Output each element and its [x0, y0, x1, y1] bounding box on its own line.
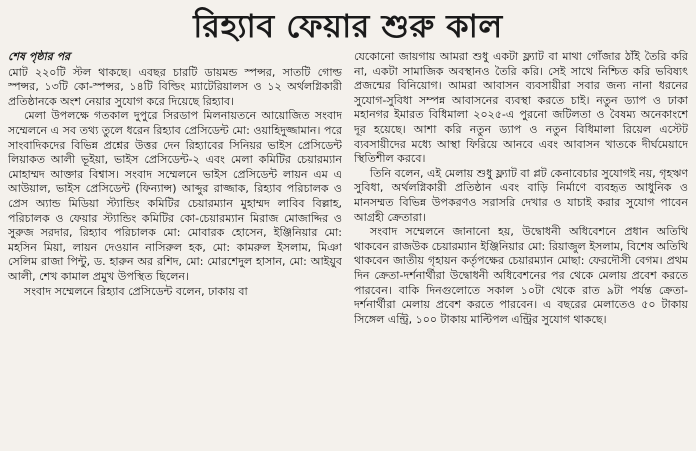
paragraph: মোট ২২০টি স্টল থাকছে। এবছর চারটি ডায়মন্ড স্পন্সর, সাতটি গোল্ড স্পন্সর, ১৩টি কো-স্পন্সর, ১৪টি বিল্ডিং ম্যাটেরিয়ালস ও ১২ অর্থলগ্নিকারী প্রতিষ্ঠানকে অংশ নেয়ার সুযোগ করে দিয়েছে রিহ্যাব। [8, 65, 342, 108]
paragraph: সংবাদ সম্মেলনে জানানো হয়, উদ্বোধনী অধিবেশনে প্রধান অতিথি থাকবেন রাজউক চেয়ারম্যান ইঞ্জিনিয়ার মো: রিয়াজুল ইসলাম, বিশেষ অতিথি থাকবেন জাতীয় গৃহায়ন কর্তৃপক্ষের চেয়ারম্যান মোছা: ফেরদৌসী বেগম। প্রথম দিন ক্রেতা-দর্শনার্থীরা উদ্বোধনী অধিবেশনের পর থেকে মেলায় প্রবেশ করতে পারবেন। বাকি দিনগুলোতে সকাল ১০টা থেকে রাত ৯টা পর্যন্ত ক্রেতা-দর্শনার্থীরা মেলায় প্রবেশ করতে পারবেন। এ বছরের মেলাতেও ৫০ টাকায় সিঙ্গেল এন্ট্রি, ১০০ টাকায় মাল্টিপল এন্ট্রির সুযোগ থাকছে। [354, 225, 688, 326]
article-body [8, 50, 688, 448]
continued-from-label: শেষ পৃষ্ঠার পর [8, 50, 71, 63]
paragraph: মেলা উপলক্ষে গতকাল দুপুরে সিরডাপ মিলনায়তনে আয়োজিত সংবাদ সম্মেলনে এ সব তথ্য তুলে ধরেন রিহ্যাব প্রেসিডেন্ট মো: ওয়াহিদুজ্জামান। পরে সাংবাদিকদের বিভিন্ন প্রশ্নের উত্তর দেন রিহ্যাবের সিনিয়র ভাইস প্রেসিডেন্ট লিয়াকত আলী ভূইয়া, ভাইস প্রেসিডেন্ট-২ এবং মেলা কমিটির চেয়ারম্যান মোহাম্মদ আক্তার বিশ্বাস। সংবাদ সম্মেলনে ভাইস প্রেসিডেন্ট লায়ন এম এ আউয়াল, ভাইস প্রেসিডেন্ট (ফিন্যান্স) আব্দুর রাজ্জাক, রিহ্যাব পরিচালক ও প্রেস অ্যান্ড মিডিয়া স্ট্যান্ডিং কমিটির চেয়ারম্যান মুহাম্মদ লাবিব বিল্লাহ, পরিচালক ও ফেয়ার স্ট্যান্ডিং কমিটির কো-চেয়ারম্যান মিরাজ মোজাদ্দির ও সুরুজ সরদার, রিহ্যাব পরিচালক মো: মোবারক হোসেন, ইঞ্জিনিয়ার মো: মহসিন মিয়া, লায়ন দেওয়ান নাসিরুল হক, মো: কামরুল ইসলাম, মিঞা সেলিম রাজা পিন্টু, ড. হারুন অর রশিদ, মো: মোরশেদুল হাসান, মো: আইয়ুব আলী, শেখ কামাল প্রমুখ উপস্থিত ছিলেন। [8, 109, 342, 283]
column-left [8, 50, 342, 448]
paragraph: সংবাদ সম্মেলনে রিহ্যাব প্রেসিডেন্ট বলেন, ঢাকায় বা [24, 284, 248, 298]
paragraph: তিনি বলেন, এই মেলায় শুধু ফ্ল্যাট বা প্লট কেনাবেচার সুযোগই নয়, গৃহঋণ সুবিধা, অর্থলগ্নিকারী প্রতিষ্ঠান এবং বাড়ি নির্মাণে ব্যবহৃত আধুনিক ও মানসম্মত বিভিন্ন উপকরণও সরাসরি দেখার ও যাচাই করার সুযোগ পাবেন আগ্রহী ক্রেতারা। [354, 166, 688, 224]
column-right [354, 50, 688, 448]
headline: রিহ্যাব ফেয়ার শুরু কাল [193, 7, 503, 45]
paragraph: যেকোনো জায়গায় আমরা শুধু একটা ফ্ল্যাট বা মাথা গোঁজার ঠাঁই তৈরি করি না, একটা সামাজিক অবস্থানও তৈরি করি। সেই সাথে নিশ্চিত করি ভবিষ্যৎ প্রজন্মের বিনিয়োগ। আমরা আবাসন ব্যবসায়ীরা সবার জন্য নানা ধরনের সুযোগ-সুবিধা সম্পন্ন আবাসনের ব্যবস্থা করতে চাই। নতুন ড্যাপ ও ঢাকা মহানগর ইমারত বিধিমালা ২০২৫-এ পুরনো জটিলতা ও বৈষম্য অনেকাংশে দূর হয়েছে। আশা করি নতুন ড্যাপ ও নতুন বিধিমালা রিয়েল এস্টেট ব্যবসায়ীদের মধ্যে আস্থা ফিরিয়ে আনবে এবং আবাসন খাতকে দীর্ঘমেয়াদে স্থিতিশীল করবে। [354, 50, 688, 166]
